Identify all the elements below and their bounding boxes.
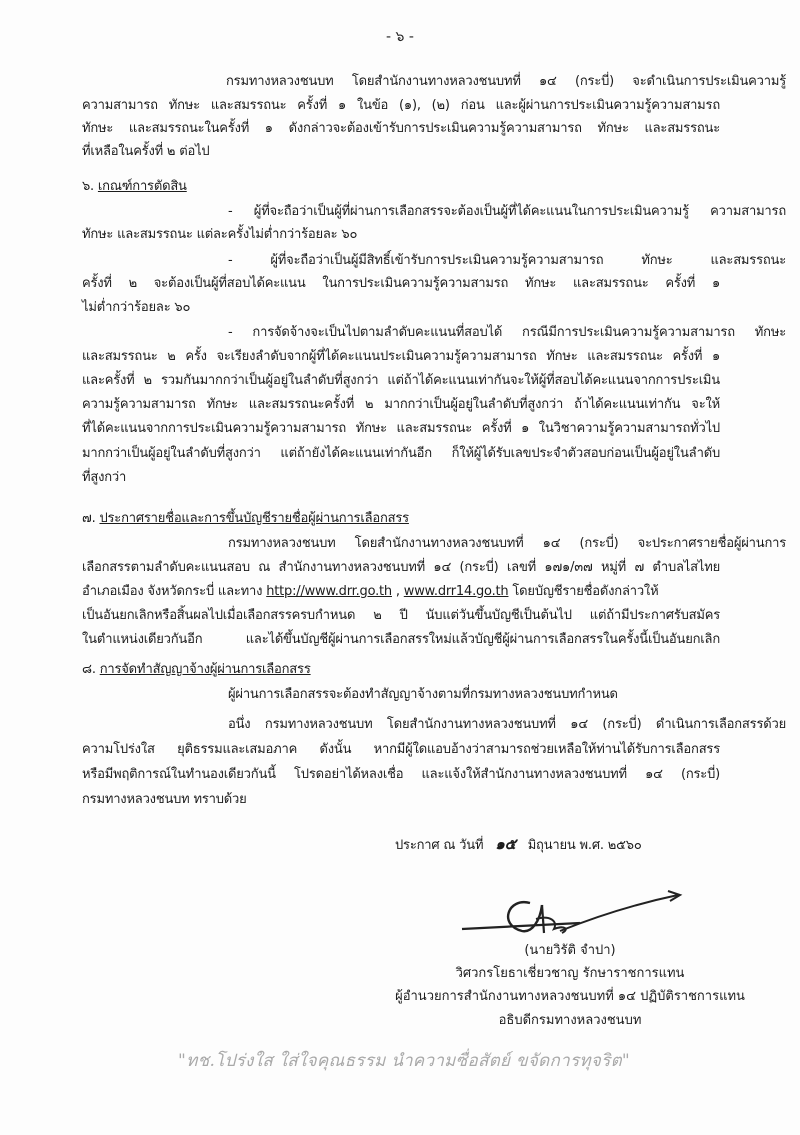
closing-line-1: อนึ่ง กรมทางหลวงชนบท โดยสำนักงานทางหลวงชนบทที่ ๑๔ (กระบี่) ดำเนินการเลือกสรรด้วย [228, 717, 786, 732]
intro-line-4: ที่เหลือในครั้งที่ ๒ ต่อไป [82, 144, 210, 159]
section7-line3-prefix: อำเภอเมือง จังหวัดกระบี่ และทาง [82, 584, 267, 599]
section8-line-1: ผู้ผ่านการเลือกสรรจะต้องทำสัญญาจ้างตามที่กรมทางหลวงชนบทกำหนด [228, 687, 618, 702]
section6-line-6: - การจัดจ้างจะเป็นไปตามลำดับคะแนนที่สอบได้ กรณีมีการประเมินความรู้ความสามารถ ทักษะ [228, 325, 786, 340]
section7-number: ๗. [82, 511, 96, 526]
section6-line-1: - ผู้ที่จะถือว่าเป็นผู้ที่ผ่านการเลือกสรรจะต้องเป็นผู้ที่ได้คะแนนในการประเมินความรู้ ความสามารถ [228, 204, 786, 219]
section6-line-8: และครั้งที่ ๒ รวมกันมากกว่าเป็นผู้อยู่ในลำดับที่สูงกว่า แต่ถ้าได้คะแนนเท่ากันจะให้ผู้ที่สอบได้คะแนนจากการประเมิน [82, 373, 720, 388]
section6-line-2: ทักษะ และสมรรถนะ แต่ละครั้งไม่ต่ำกว่าร้อยละ ๖๐ [82, 227, 358, 242]
handwritten-signature [460, 885, 690, 945]
intro-line-3: ทักษะ และสมรรถนะในครั้งที่ ๑ ดังกล่าวจะต้องเข้ารับการประเมินความรู้ความสามารถ ทักษะ และสมรรถนะ [82, 121, 720, 136]
signatory-title-2: ผู้อำนวยการสำนักงานทางหลวงชนบทที่ ๑๔ ปฏิบัติราชการแทน [395, 989, 745, 1004]
section7-line-1: กรมทางหลวงชนบท โดยสำนักงานทางหลวงชนบทที่ ๑๔ (กระบี่) จะประกาศรายชื่อผู้ผ่านการ [228, 536, 786, 551]
section6-heading [82, 178, 187, 196]
date-month-year: มิถุนายน พ.ศ. ๒๕๖๐ [527, 838, 642, 853]
section7-line-5: ในตำแหน่งเดียวกันอีก และได้ขึ้นบัญชีผู้ผ่านการเลือกสรรใหม่แล้วบัญชีผู้ผ่านการเลือกสรรในครั้งนี้เป็นอันยกเลิก [82, 632, 720, 647]
section7-title: ประกาศรายชื่อและการขึ้นบัญชีรายชื่อผู้ผ่านการเลือกสรร [99, 511, 409, 526]
section7-line3-suffix: โดยบัญชีรายชื่อดังกล่าวให้ [508, 584, 659, 599]
section6-line-10: ที่ได้คะแนนจากการประเมินความรู้ความสามารถ ทักษะ และสมรรถนะ ครั้งที่ ๑ ในวิชาความรู้ความสามารถทั่วไป [82, 421, 720, 436]
drr-website-link[interactable]: http://www.drr.go.th [266, 584, 392, 599]
section8-number: ๘. [82, 662, 96, 677]
section8-heading [82, 661, 311, 679]
section6-line-5: ไม่ต่ำกว่าร้อยละ ๖๐ [82, 300, 191, 315]
announcement-date [395, 835, 642, 855]
signatory-title-1: วิศวกรโยธาเชี่ยวชาญ รักษาราชการแทน [455, 966, 685, 981]
drr14-website-link[interactable]: www.drr14.go.th [403, 584, 509, 599]
closing-line-2: ความโปร่งใส ยุติธรรมและเสมอภาค ดังนั้น หากมีผู้ใดแอบอ้างว่าสามารถช่วยเหลือให้ท่านได้รับการเลือกสรร [82, 742, 720, 757]
link-separator: , [391, 584, 404, 599]
closing-line-3: หรือมีพฤติการณ์ในทำนองเดียวกันนี้ โปรดอย่าได้หลงเชื่อ และแจ้งให้สำนักงานทางหลวงชนบทที่ ๑๔ (กระบี่) [82, 767, 720, 782]
signatory-name: (นายวิรัติ จำปา) [524, 943, 616, 958]
section7-line-2: เลือกสรรตามลำดับคะแนนสอบ ณ สำนักงานทางหลวงชนบทที่ ๑๔ (กระบี่) เลขที่ ๑๗๑/๓๗ หมู่ที่ ๗ ตำบลไสไทย [82, 560, 720, 575]
section6-title: เกณฑ์การตัดสิน [97, 179, 187, 194]
section7-line-3 [82, 583, 720, 601]
section7-line-4: เป็นอันยกเลิกหรือสิ้นผลไปเมื่อเลือกสรรครบกำหนด ๒ ปี นับแต่วันขึ้นบัญชีเป็นต้นไป แต่ถ้ามีประกาศรับสมัคร [82, 608, 720, 623]
section7-heading [82, 510, 409, 528]
section6-number: ๖. [82, 179, 94, 194]
signatory-title-3: อธิบดีกรมทางหลวงชนบท [498, 1013, 642, 1028]
section8-title: การจัดทำสัญญาจ้างผู้ผ่านการเลือกสรร [99, 662, 311, 677]
section6-line-9: ความรู้ความสามารถ ทักษะ และสมรรถนะครั้งที่ ๒ มากกว่าเป็นผู้อยู่ในลำดับที่สูงกว่า ถ้าได้คะแนนเท่ากัน จะให้ [82, 397, 720, 412]
section6-line-12: ที่สูงกว่า [82, 470, 127, 485]
closing-line-4: กรมทางหลวงชนบท ทราบด้วย [82, 792, 247, 807]
section6-line-4: ครั้งที่ ๒ จะต้องเป็นผู้ที่สอบได้คะแนน ในการประเมินความรู้ความสามรถ ทักษะ และสมรรถนะ ครั้งที่ ๑ [82, 276, 720, 291]
intro-line-1: กรมทางหลวงชนบท โดยสำนักงานทางหลวงชนบทที่ ๑๔ (กระบี่) จะดำเนินการประเมินความรู้ [226, 74, 786, 89]
section6-line-3: - ผู้ที่จะถือว่าเป็นผู้มีสิทธิ์เข้ารับการประเมินความรู้ความสามารถ ทักษะ และสมรรถนะ [228, 253, 786, 268]
date-day-handwritten: ๑๕ [495, 835, 516, 853]
intro-line-2: ความสามารถ ทักษะ และสมรรถนะ ครั้งที่ ๑ ในข้อ (๑), (๒) ก่อน และผู้ผ่านการประเมินความรู้ความสามรถ [82, 98, 720, 113]
section6-line-7: และสมรรถนะ ๒ ครั้ง จะเรียงลำดับจากผู้ที่ได้คะแนนประเมินความรู้ความสามารถ ทักษะ และสมรรถนะ ครั้งที่ ๑ [82, 349, 720, 364]
slogan-footer: "ทช.โปร่งใส ใส่ใจคุณธรรม นำความซื่อสัตย์ ขจัดการทุจริต" [178, 1051, 631, 1071]
section6-line-11: มากกว่าเป็นผู้อยู่ในลำดับที่สูงกว่า แต่ถ้ายังได้คะแนนเท่ากันอีก ก็ให้ผู้ได้รับเลขประจำตัวสอบก่อนเป็นผู้อยู่ในลำดับ [82, 446, 720, 461]
page-number: - ๖ - [386, 29, 414, 45]
date-prefix: ประกาศ ณ วันที่ [395, 838, 484, 853]
